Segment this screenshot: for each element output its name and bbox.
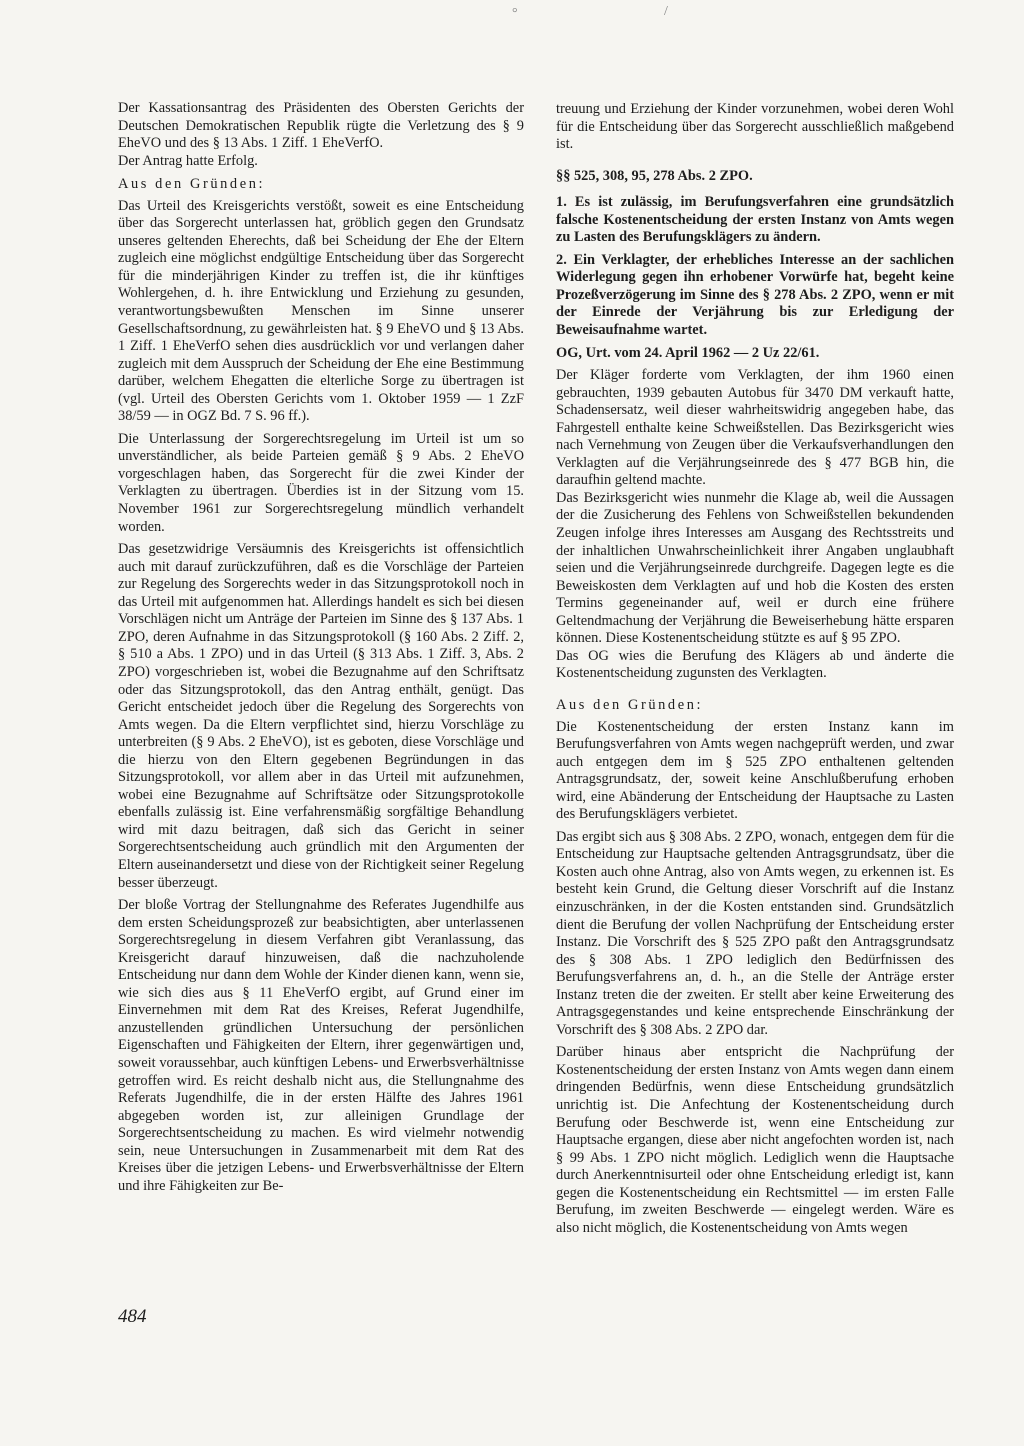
paragraph: Die Kostenentscheidung der ersten Instanz kann im Berufungsverfahren von Amts wegen nachgeprüft werden, und zwar auch entgegen dem im § 525 ZPO enthaltenen geltenden Antragsgrundsatz, der, soweit keine Anschlußberufung erhoben wird, eine Abänderung der Entscheidung der Hauptsache zu Lasten des Berufungsklägers verbietet. (556, 718, 954, 823)
paragraph: Das Bezirksgericht wies nunmehr die Klage ab, weil die Aussagen der die Zusicherung des Fehlens von Schweißstellen bekundenden Zeugen infolge ihres Interesses am Ausgang des Rechtsstreits und der inhaltlichen Unwahrscheinlichkeit ihrer Angaben unglaubhaft seien und die Verjährungseinrede durchgreife. Dagegen legte es die Beweiskosten dem Verklagten auf und hob die Kosten des ersten Termins gegeneinander auf, weil er durch eine frühere Geltendmachung der Verjährung die Beweiserhebung hätte ersparen können. Diese Kostenentscheidung stützte es auf § 95 ZPO. (556, 489, 954, 647)
scan-mark-top-center: ° (512, 6, 518, 21)
left-column (118, 100, 524, 1200)
paragraph: Das Urteil des Kreisgerichts verstößt, soweit es eine Entscheidung über das Sorgerecht unterlassen hat, gröblich gegen den Grundsatz unseres geltenden Eherechts, daß bei Scheidung der Ehe der Eltern zugleich eine möglichst endgültige Entscheidung über das Sorgerecht für die minderjährigen Kinder zu treffen ist, die ihr künftiges Wohlergehen, d. h. ihre Entwicklung und Erziehung zu gesunden, verantwortungsbewußten Menschen im Sinne unserer Gesellschaftsordnung, zu gewährleisten hat. § 9 EheVO und § 13 Abs. 1 Ziff. 1 EheVerfO sehen dies ausdrücklich vor und verlangen daher zugleich mit dem Ausspruch der Scheidung der Ehe eine Bestimmung darüber, welchem Ehegatten die elterliche Sorge zu übertragen ist (vgl. Urteil des Obersten Gerichts vom 1. Oktober 1959 — 1 ZzF 38/59 — in OGZ Bd. 7 S. 96 ff.). (118, 197, 524, 425)
paragraph: Das ergibt sich aus § 308 Abs. 2 ZPO, wonach, entgegen dem für die Entscheidung zur Hauptsache geltenden Antragsgrundsatz, über die Kosten auch ohne Antrag, also von Amts wegen, zu erkennen ist. Es besteht kein Grund, die Geltung dieser Vorschrift auf die Instanz einzuschränken, in der die Kosten entstanden sind. Grundsätzlich dient die Berufung der vollen Nachprüfung der Entscheidung erster Instanz. Die Vorschrift des § 525 ZPO paßt den Antragsgrundsatz des § 308 Abs. 1 ZPO lediglich den Bedürfnissen des Berufungsverfahrens an, d. h., an die Stelle der Anträge erster Instanz treten die der zweiten. Er stellt aber keine Erweiterung des Antragsgegenstandes und keine entsprechende Einschränkung der Vorschrift des § 308 Abs. 2 ZPO dar. (556, 828, 954, 1038)
paragraph: Der Kassationsantrag des Präsidenten des Obersten Gerichts der Deutschen Demokratischen Republik rügte die Verletzung des § 9 EheVO und des § 13 Abs. 1 Ziff. 1 EheVerfO. (118, 100, 524, 152)
section-heading: Aus den Gründen: (118, 176, 266, 193)
paragraph: Der Kläger forderte vom Verklagten, der ihm 1960 einen gebrauchten, 1939 gebauten Autobus für 3470 DM verkauft hatte, Schadensersatz, weil dieser wahrheitswidrig angegeben habe, das Fahrgestell enthalte keine Schweißstellen. Das Bezirksgericht wies nach Vernehmung von Zeugen über die Verkaufsverhandlungen den Verklagten auf die Verjährungseinrede des § 477 BGB hin, die daraufhin geltend machte. (556, 367, 954, 489)
right-column (556, 101, 954, 1242)
statute-reference: §§ 525, 308, 95, 278 Abs. 2 ZPO. (556, 167, 753, 184)
headnote: 1. Es ist zulässig, im Berufungsverfahren eine grundsätzlich falsche Kostenentscheidung der ersten Instanz von Amts wegen zu Lasten des Berufungsklägers zu ändern. (556, 194, 954, 246)
paragraph: Das OG wies die Berufung des Klägers ab und änderte die Kostenentscheidung zugunsten des Verklagten. (556, 647, 954, 682)
section-heading: Aus den Gründen: (556, 696, 704, 713)
paragraph: treuung und Erziehung der Kinder vorzunehmen, wobei deren Wohl für die Entscheidung über das Sorgerecht ausschließlich maßgebend ist. (556, 101, 954, 153)
paragraph: Das gesetzwidrige Versäumnis des Kreisgerichts ist offensichtlich auch mit darauf zurückzuführen, daß es die Vorschläge der Parteien zur Regelung des Sorgerechts weder in das Sitzungsprotokoll noch in das Urteil mit aufgenommen hat. Allerdings handelt es sich bei diesen Vorschlägen nicht um Anträge der Parteien im Sinne des § 137 Abs. 1 ZPO, deren Aufnahme in das Sitzungsprotokoll (§ 160 Abs. 2 Ziff. 2, § 510 a Abs. 1 ZPO) und in das Urteil (§ 313 Abs. 1 Ziff. 3, Abs. 2 ZPO) vorgeschrieben ist, wobei die Bezugnahme auf den Schriftsatz oder das Sitzungsprotokoll, das den Antrag enthält, genügt. Das Gericht entscheidet jedoch über die Regelung des Sorgerechts von Amts wegen. Da die Eltern verpflichtet sind, hierzu Vorschläge zu unterbreiten (§ 9 Abs. 2 EheVO), ist es geboten, diese Vorschläge und die hierzu von den Eltern gegebenen Begründungen in das Sitzungsprotokoll, vor allem aber in das Urteil mit aufzunehmen, wobei eine Bezugnahme auf Schriftsätze oder Sitzungsprotokolle ebenfalls zulässig ist. Eine verfahrensmäßig sorgfältige Behandlung wird mit dazu beitragen, daß sich das Gericht in seiner Sorgerechtsentscheidung auch gründlich mit den Argumenten der Eltern auseinandersetzt und diese von der Richtigkeit seiner Regelung besser überzeugt. (118, 541, 524, 891)
headnote: 2. Ein Verklagter, der erhebliches Interesse an der sachlichen Widerlegung gegen ihn erhobener Vorwürfe hat, begeht keine Prozeßverzögerung im Sinne des § 278 Abs. 2 ZPO, wenn er mit der Einrede der Verjährung bis zur Erledigung der Beweisaufnahme wartet. (556, 251, 954, 339)
paragraph: Der bloße Vortrag der Stellungnahme des Referates Jugendhilfe aus dem ersten Scheidungsprozeß zur beabsichtigten, aber unterlassenen Sorgerechtsregelung in diesem Verfahren gibt Veranlassung, das Kreisgericht darauf hinzuweisen, daß die nachzuholende Entscheidung nur dann dem Wohle der Kinder dienen kann, wenn sie, wie sich dies aus § 11 EheVerfO ergibt, auf Grund einer im Einvernehmen mit dem Rat des Kreises, Referat Jugendhilfe, anzustellenden gründlichen Untersuchung der persönlichen Eigenschaften und Fähigkeiten der Eltern, ihrer gegenwärtigen und, soweit voraussehbar, auch künftigen Lebens- und Erwerbsverhältnisse getroffen wird. Es reicht deshalb nicht aus, die Stellungnahme des Referats Jugendhilfe, die in der ersten Hälfte des Jahres 1961 abgegeben worden ist, zur alleinigen Grundlage der Sorgerechtsentscheidung zu machen. Es wird vielmehr notwendig sein, neue Untersuchungen in Zusammenarbeit mit dem Rat des Kreises über die jetzigen Lebens- und Erwerbsverhältnisse der Eltern und ihre Fähigkeiten zur Be- (118, 897, 524, 1194)
page-number: 484 (118, 1306, 147, 1327)
paragraph: Darüber hinaus aber entspricht die Nachprüfung der Kostenentscheidung der ersten Instanz von Amts wegen dann einem dringenden Bedürfnis, wenn diese Entscheidung grundsätzlich unrichtig ist. Die Anfechtung der Kostenentscheidung durch Berufung oder Beschwerde ist, wenn eine Entscheidung zur Hauptsache ergangen, diese aber nicht angefochten worden ist, nach § 99 Abs. 1 ZPO nicht möglich. Lediglich wenn die Hauptsache durch Anerkenntnisurteil oder ohne Entscheidung erledigt ist, kann gegen die Kostenentscheidung ein Rechtsmittel — im ersten Falle Berufung, im zweiten Beschwerde — eingelegt werden. Wäre es also nicht möglich, die Kostenentscheidung von Amts wegen (556, 1044, 954, 1236)
case-citation: OG, Urt. vom 24. April 1962 — 2 Uz 22/61. (556, 344, 820, 361)
scan-mark-top-right: / (664, 4, 668, 19)
paragraph: Die Unterlassung der Sorgerechtsregelung im Urteil ist um so unverständlicher, als beide Parteien gemäß § 9 Abs. 2 EheVO vorgeschlagen haben, das Sorgerecht für die zwei Kinder der Verklagten zu übertragen. Überdies ist in der Sitzung vom 15. November 1961 zur Sorgerechtsregelung mündlich verhandelt worden. (118, 430, 524, 535)
paragraph: Der Antrag hatte Erfolg. (118, 152, 258, 169)
